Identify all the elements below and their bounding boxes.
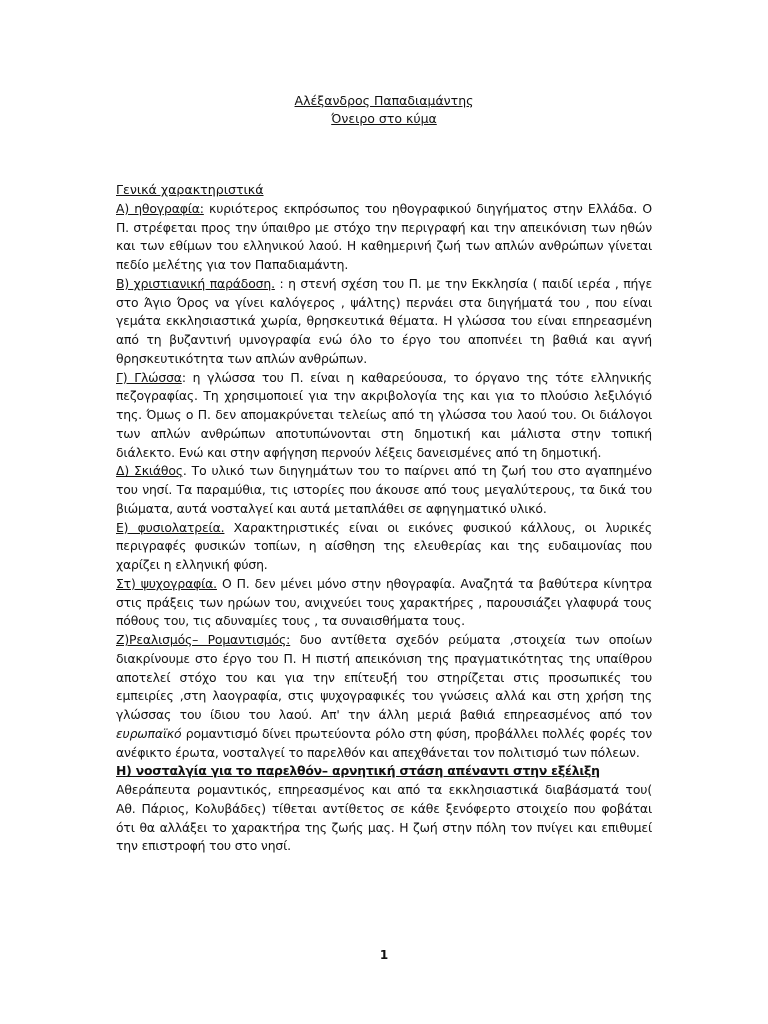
paragraph-text: κυριότερος εκπρόσωπος του ηθογραφικού διηγήματος στην Ελλάδα. Ο Π. στρέφεται προς την ύπαιθρο με στόχο την περιγραφή και την απεικόνιση των ηθών και των εθίμων του ελληνικού λαού. Η καθημερινή ζωή των απλών ανθρώπων γίνεται πεδίο μελέτης για τον Παπαδιαμάντη.: [116, 200, 653, 272]
paragraph-ithografia: [116, 200, 652, 275]
paragraph-nature-worship: [116, 519, 652, 575]
paragraph-realism-romanticism: [116, 631, 652, 762]
paragraph-label: Ζ)Ρεαλισμός– Ρομαντισμός:: [116, 632, 291, 647]
paragraph-label: Δ) Σκιάθος: [116, 463, 183, 479]
paragraph-nostalgia: Αθεράπευτα ρομαντικός, επηρεασμένος και από τα εκκλησιαστικά διαβάσματά του( Αθ. Πάριος, Κολυβάδες) τίθεται αντίθετος σε κάθε ξενόφερτο στοιχείο που φοβάται ότι θα αλλάξει το χαρακτήρα της ζωής μας. Η ζωή στην πόλη τον πνίγει και επιθυμεί την επιστροφή του στο νησί.: [116, 782, 652, 854]
paragraph-text: ρομαντισμό δίνει πρωτεύοντα ρόλο στη φύση, προβάλλει πολλές φορές τον ανέφικτο έρωτα, νοσταλγεί το παρελθόν και απεχθάνεται τον πολιτισμό των πόλεων.: [116, 725, 652, 760]
paragraph-text: δυο αντίθετα σχεδόν ρεύματα ,στοιχεία των οποίων διακρίνουμε στο έργο του Π. Η πιστή απεικόνιση της πραγματικότητας της υπαίθρου αποτελεί στόχο του και για την επίτευξή του στηρίζεται στις προσωπικές του εμπειρίες ,στη λαογραφία, στις ψυχογραφικές του γνώσεις αλλά και στη χρήση της γλώσσας του ίδιου του λαού. Απ' την άλλη μεριά βαθιά επηρεασμένος από τον: [116, 632, 652, 722]
paragraph-text: : η στενή σχέση του Π. με την Εκκλησία ( παιδί ιερέα , πήγε στο Άγιο Όρος να γίνει καλόγερος , ψάλτης) περνάει στα διηγήματά του , που είναι γεμάτα εκκλησιαστικά χωρία, θρησκευτικά θέματα. Η γλώσσα του είναι επηρεασμένη από τη βυζαντινή υμνογραφία ενώ όλο το έργο του αποπνέει τη βαθιά και αγνή θρησκευτικότητα των απλών ανθρώπων.: [116, 275, 652, 366]
work-title: Όνειρο στο κύμα: [331, 111, 437, 126]
paragraph-label: Γ) Γλώσσα: [116, 369, 182, 385]
paragraph-psychography: [116, 575, 652, 631]
paragraph-christian-tradition: [116, 275, 652, 369]
paragraph-label: Στ) ψυχογραφία.: [116, 575, 217, 591]
paragraph-label: Ε) φυσιολατρεία.: [116, 519, 225, 535]
paragraph-label: Α) ηθογραφία:: [116, 200, 204, 216]
paragraph-text: Χαρακτηριστικές είναι οι εικόνες φυσικού κάλλους, οι λυρικές περιγραφές φυσικών τοπίων, η αίσθηση της ελευθερίας και της ευδαιμονίας που χαρίζει η ελληνική φύση.: [116, 519, 652, 572]
paragraph-label: Β) χριστιανική παράδοση.: [116, 275, 275, 291]
document-body: [116, 181, 652, 856]
page-number: 1: [379, 948, 389, 962]
nostalgia-heading: Η) νοσταλγία για το παρελθόν– αρνητική στάση απέναντι στην εξέλιξη: [116, 763, 600, 779]
paragraph-text: : η γλώσσα του Π. είναι η καθαρεύουσα, το όργανο της τότε ελληνικής πεζογραφίας. Τη χρησιμοποιεί για την ακριβολογία της και για το πλούσιο λεξιλόγιό της. Όμως ο Π. δεν απομακρύνεται τελείως από τη γλώσσα του λαού του. Οι διάλογοι των απλών ανθρώπων αποτυπώνονται στη δημοτική και μάλιστα στην τοπική διάλεκτο. Ενώ και στην αφήγηση περνούν λέξεις δανεισμένες από τη δημοτική.: [116, 369, 653, 460]
paragraph-skiathos: [116, 462, 652, 518]
paragraph-text: Ο Π. δεν μένει μόνο στην ηθογραφία. Αναζητά τα βαθύτερα κίνητρα στις πράξεις των ηρώων του, ανιχνεύει τους χαρακτήρες , παρουσιάζει γλαφυρά τους πόθους του, τις αδυναμίες τους , τα συναισθήματα τους.: [116, 575, 652, 629]
paragraph-text: . Το υλικό των διηγημάτων του το παίρνει από τη ζωή του στο αγαπημένο του νησί. Τα παραμύθια, τις ιστορίες που άκουσε από τους μεγαλύτερους, τα δικά του βιώματα, αυτά νοσταλγεί και αυτά μεταπλάθει σε αφηγηματικό υλικό.: [116, 463, 652, 516]
paragraph-emphasis: ευρωπαϊκό: [116, 725, 182, 741]
author-title: Αλέξανδρος Παπαδιαμάντης: [294, 93, 474, 108]
paragraph-language: [116, 369, 652, 463]
section-heading: Γενικά χαρακτηριστικά: [116, 182, 264, 197]
